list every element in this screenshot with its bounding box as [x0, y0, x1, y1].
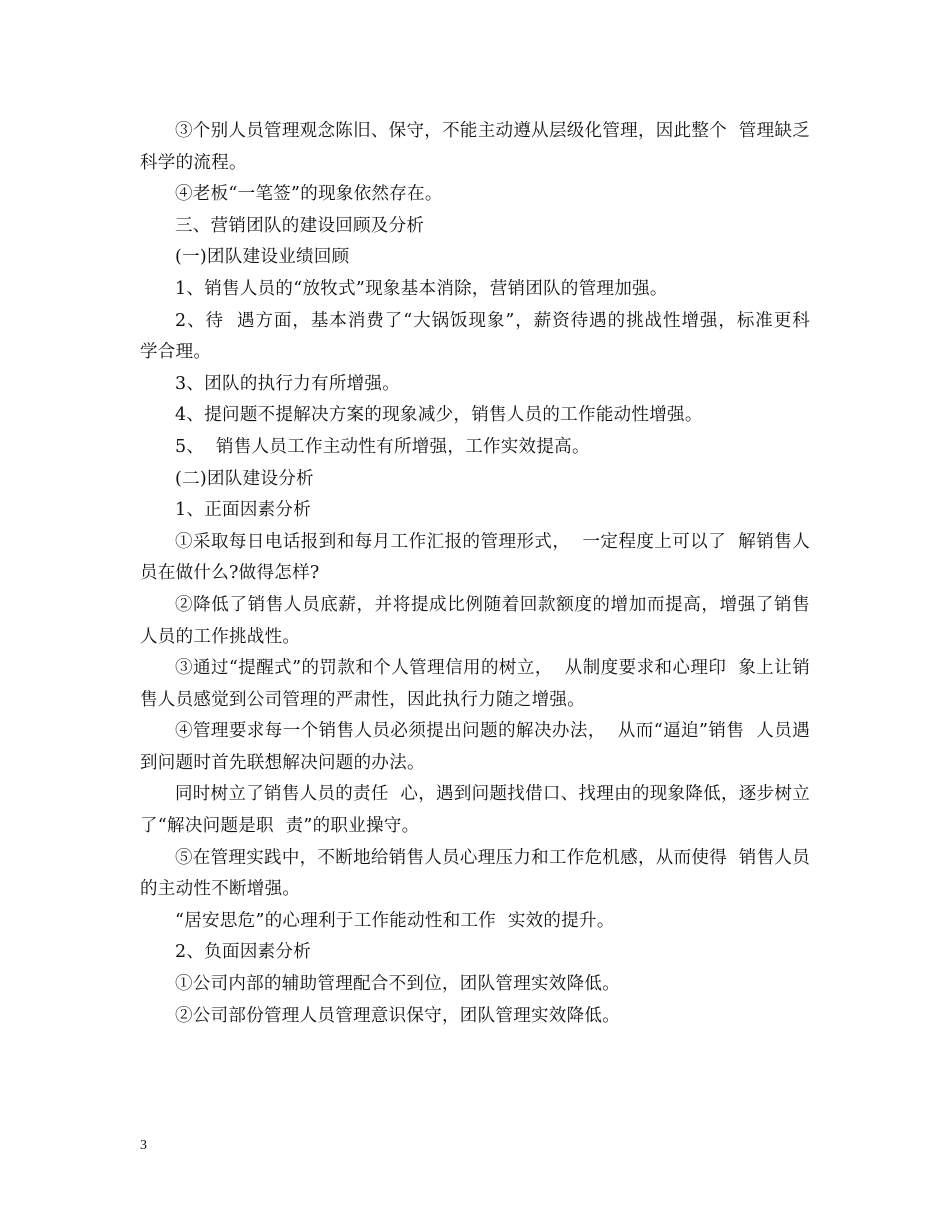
- paragraph-7: 3、团队的执行力有所增强。: [175, 373, 401, 394]
- paragraph-20: ①公司内部的辅助管理配合不到位，团队管理实效降低。: [175, 974, 620, 995]
- page-number: 3: [140, 1138, 147, 1153]
- paragraph-21: ②公司部份管理人员管理意识保守，团队管理实效降低。: [175, 1005, 620, 1026]
- subsection-heading-1: (一)团队建设业绩回顾: [175, 247, 350, 268]
- document-body: [140, 116, 822, 1032]
- paragraph-8: 4、提问题不提解决方案的现象减少，销售人员的工作能动性增强。: [175, 405, 703, 426]
- paragraph-5: 1、销售人员的“放牧式”现象基本消除，营销团队的管理加强。: [175, 278, 668, 299]
- paragraph-16: 同时树立了销售人员的责任 心，遇到问题找借口、找理由的现象降低，逐步树立了“解决问题是职 责”的职业操守。: [140, 784, 810, 837]
- section-heading-3: 三、营销团队的建设回顾及分析: [175, 215, 425, 236]
- paragraph-6: 2、待 遇方面，基本消费了“大锅饭现象”，薪资待遇的挑战性增强，标准更科 学合理。: [140, 310, 822, 363]
- paragraph-18: “居安思危”的心理利于工作能动性和工作 实效的提升。: [175, 910, 615, 931]
- paragraph-17: ⑤在管理实践中，不断地给销售人员心理压力和工作危机感，从而使得 销售人员的主动性不断增强。: [140, 847, 810, 900]
- paragraph-15: ④管理要求每一个销售人员必须提出问题的解决办法， 从而“逼迫”销售 人员遇到问题时首先联想解决问题的办法。: [140, 721, 810, 773]
- paragraph-2: ④老板“一笔签”的现象依然存在。: [175, 184, 443, 205]
- paragraph-14: ③通过“提醒式”的罚款和个人管理信用的树立， 从制度要求和心理印 象上让销售人员感觉到公司管理的严肃性，因此执行力随之增强。: [140, 658, 810, 710]
- paragraph-11: 1、正面因素分析: [175, 500, 312, 521]
- paragraph-13: ②降低了销售人员底薪，并将提成比例随着回款额度的增加而提高，增强了销售人员的工作挑战性。: [140, 594, 810, 647]
- paragraph-19: 2、负面因素分析: [175, 942, 312, 963]
- paragraph-12: ①采取每日电话报到和每月工作汇报的管理形式， 一定程度上可以了 解销售人员在做什么?做得怎样?: [140, 531, 810, 584]
- paragraph-9: 5、 销售人员工作主动性有所增强，工作实效提高。: [175, 436, 590, 457]
- paragraph-1: ③个别人员管理观念陈旧、保守，不能主动遵从层级化管理，因此整个 管理缺乏科学的流程。: [140, 121, 810, 173]
- subsection-heading-2: (二)团队建设分析: [175, 468, 314, 489]
